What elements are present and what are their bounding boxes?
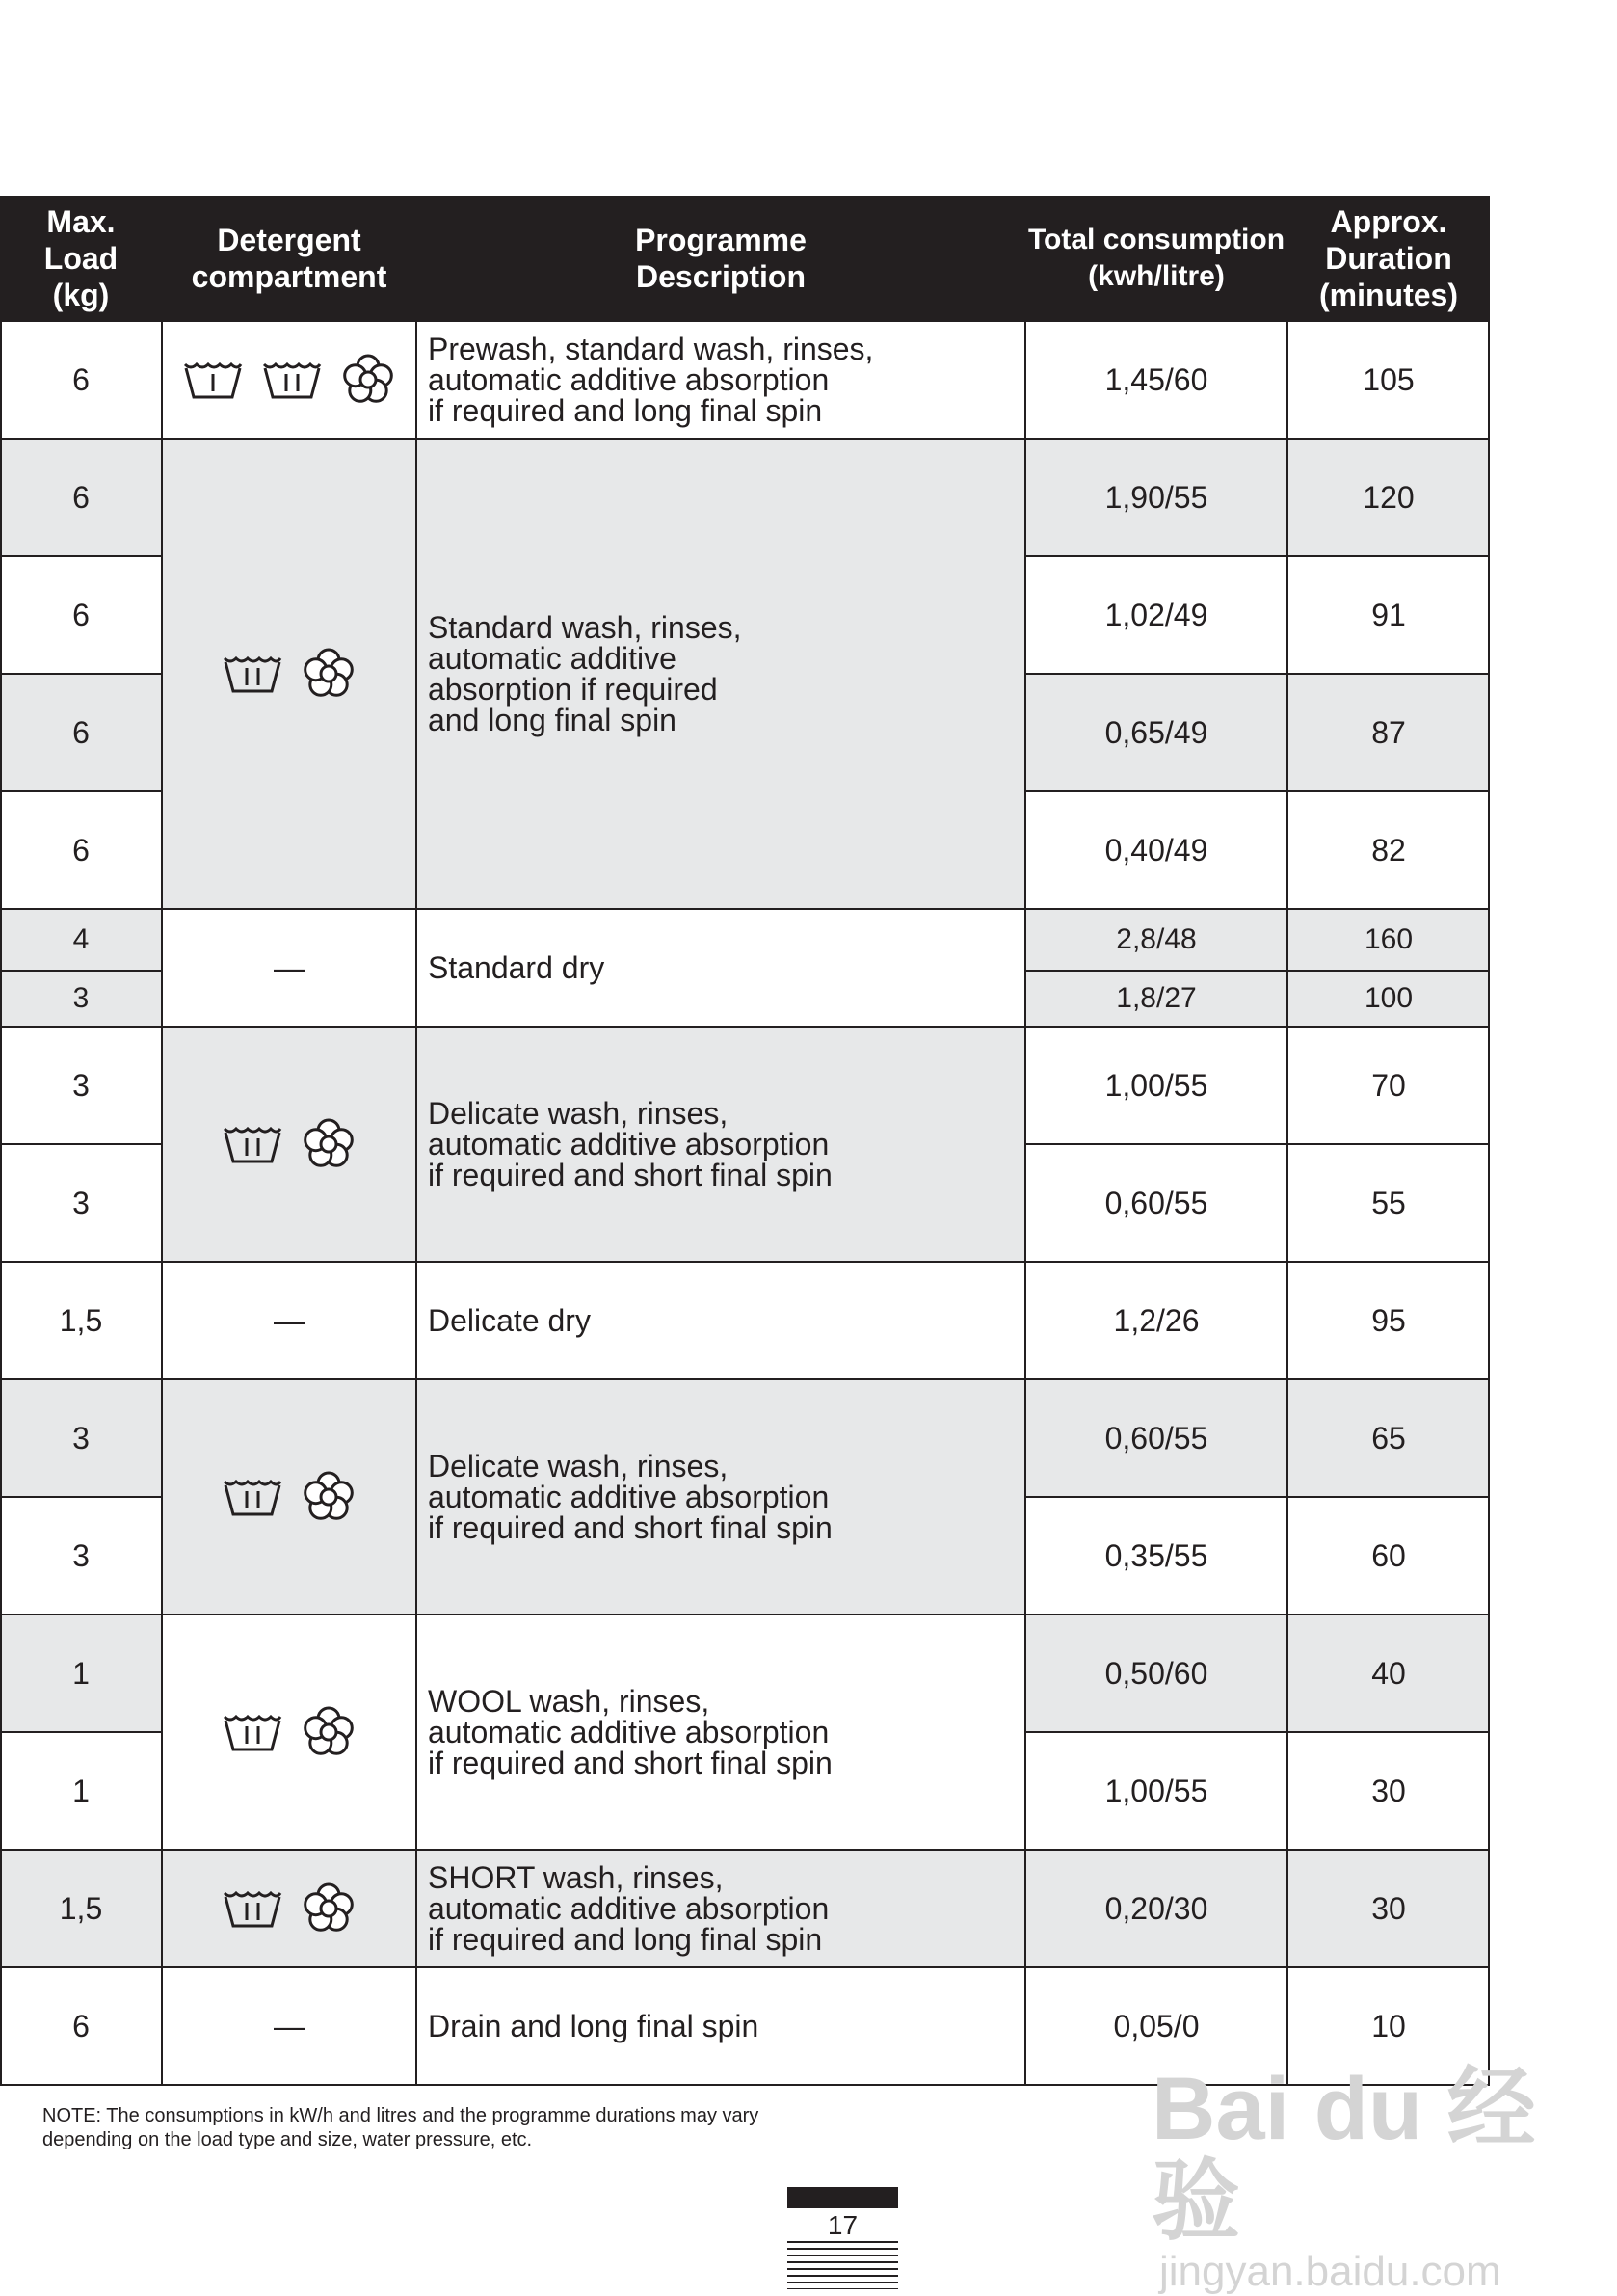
duration-cell: 105: [1287, 321, 1490, 439]
programme-description: Delicate wash, rinses, automatic additive absorption if required and short final spin: [416, 1027, 1025, 1262]
grid-line: [0, 1966, 1490, 1968]
load-cell: 6: [0, 674, 162, 791]
load-cell: 3: [0, 1144, 162, 1262]
consumption-cell: 0,60/55: [1025, 1144, 1287, 1262]
header-detergent-compartment: Detergent compartment: [162, 196, 416, 321]
grid-line: [0, 320, 1490, 322]
grid-line: [1025, 673, 1490, 675]
detergent-cell: [162, 321, 416, 439]
main-wash-tub-icon: [222, 1711, 283, 1753]
detergent-cell: [162, 439, 416, 909]
programme-description: Standard dry: [416, 909, 1025, 1027]
load-cell: 3: [0, 1379, 162, 1497]
duration-cell: 95: [1287, 1262, 1490, 1379]
consumption-cell: 1,45/60: [1025, 321, 1287, 439]
grid-line: [1025, 1143, 1490, 1145]
duration-cell: 60: [1287, 1497, 1490, 1615]
consumption-cell: 0,05/0: [1025, 1967, 1287, 2085]
softener-flower-icon: [301, 1704, 357, 1760]
consumption-cell: 1,00/55: [1025, 1732, 1287, 1850]
page-number-block: [787, 2187, 898, 2289]
duration-cell: 100: [1287, 971, 1490, 1027]
detergent-cell: —: [162, 1262, 416, 1379]
footnote: NOTE: The consumptions in kW/h and litres and the programme durations may vary depending on the load type and size, water pressure, etc.: [42, 2105, 759, 2150]
main-wash-tub-icon: [261, 359, 323, 401]
load-cell: 1,5: [0, 1262, 162, 1379]
page-number-stripes: [787, 2241, 898, 2289]
header-programme-description: Programme Description: [416, 196, 1025, 321]
load-cell: 6: [0, 791, 162, 909]
header-max-load: Max. Load (kg): [0, 196, 162, 321]
grid-line: [415, 196, 417, 2086]
grid-line: [161, 196, 163, 2086]
consumption-cell: 1,2/26: [1025, 1262, 1287, 1379]
programme-description: WOOL wash, rinses, automatic additive absorption if required and short final spin: [416, 1615, 1025, 1850]
grid-line: [1025, 1731, 1490, 1733]
grid-line: [0, 438, 1490, 440]
watermark: [1152, 2060, 1556, 2295]
load-cell: 3: [0, 1027, 162, 1144]
grid-line: [0, 555, 162, 557]
page-number-bar: [787, 2187, 898, 2208]
detergent-cell: [162, 1850, 416, 1967]
load-cell: 6: [0, 321, 162, 439]
load-cell: 6: [0, 439, 162, 556]
consumption-cell: 0,50/60: [1025, 1615, 1287, 1732]
page-number: 17: [827, 2210, 859, 2240]
softener-flower-icon: [340, 352, 396, 408]
softener-flower-icon: [301, 1881, 357, 1936]
detergent-cell: [162, 1027, 416, 1262]
duration-cell: 30: [1287, 1850, 1490, 1967]
softener-flower-icon: [301, 646, 357, 702]
grid-line: [1025, 1496, 1490, 1498]
programme-description: Prewash, standard wash, rinses, automatic additive absorption if required and long final spin: [416, 321, 1025, 439]
duration-cell: 87: [1287, 674, 1490, 791]
grid-line: [0, 1261, 1490, 1263]
watermark-logo-text: Bai du 经验: [1152, 2060, 1536, 2251]
grid-line: [0, 673, 162, 675]
load-cell: 1,5: [0, 1850, 162, 1967]
duration-cell: 30: [1287, 1732, 1490, 1850]
grid-line: [0, 196, 1490, 198]
grid-line: [0, 970, 162, 972]
watermark-url: jingyan.baidu.com: [1159, 2248, 1501, 2295]
main-wash-tub-icon: [222, 653, 283, 695]
duration-cell: 70: [1287, 1027, 1490, 1144]
programme-description: Delicate dry: [416, 1262, 1025, 1379]
programme-description: Standard wash, rinses, automatic additive absorption if required and long final spin: [416, 439, 1025, 909]
duration-cell: 120: [1287, 439, 1490, 556]
grid-line: [0, 1849, 1490, 1851]
duration-cell: 82: [1287, 791, 1490, 909]
consumption-cell: 1,02/49: [1025, 556, 1287, 674]
consumption-cell: 0,65/49: [1025, 674, 1287, 791]
load-cell: 4: [0, 909, 162, 971]
load-cell: 1: [0, 1732, 162, 1850]
grid-line: [1488, 196, 1490, 2086]
duration-cell: 55: [1287, 1144, 1490, 1262]
grid-line: [0, 1731, 162, 1733]
grid-line: [1025, 790, 1490, 792]
grid-line: [0, 1143, 162, 1145]
load-cell: 6: [0, 1967, 162, 2085]
detergent-cell: —: [162, 909, 416, 1027]
main-wash-tub-icon: [222, 1123, 283, 1165]
consumption-cell: 2,8/48: [1025, 909, 1287, 971]
grid-line: [0, 908, 1490, 910]
consumption-cell: 0,40/49: [1025, 791, 1287, 909]
consumption-cell: 1,00/55: [1025, 1027, 1287, 1144]
consumption-cell: 1,8/27: [1025, 971, 1287, 1027]
detergent-cell: —: [162, 1967, 416, 2085]
grid-line: [0, 196, 2, 2086]
softener-flower-icon: [301, 1469, 357, 1525]
grid-line: [1025, 970, 1490, 972]
grid-line: [1025, 555, 1490, 557]
programme-description: Delicate wash, rinses, automatic additive absorption if required and short final spin: [416, 1379, 1025, 1615]
grid-line: [0, 790, 162, 792]
header-duration: Approx. Duration (minutes): [1287, 196, 1490, 321]
main-wash-tub-icon: [222, 1476, 283, 1518]
grid-line: [1024, 196, 1026, 2086]
header-total-consumption: Total consumption (kwh/litre): [1025, 196, 1287, 321]
consumption-cell: 0,20/30: [1025, 1850, 1287, 1967]
consumption-cell: 0,60/55: [1025, 1379, 1287, 1497]
load-cell: 1: [0, 1615, 162, 1732]
programme-description: Drain and long final spin: [416, 1967, 1025, 2085]
grid-line: [0, 1026, 1490, 1028]
programme-table: [0, 196, 1490, 2096]
grid-line: [1286, 196, 1288, 2086]
consumption-cell: 0,35/55: [1025, 1497, 1287, 1615]
duration-cell: 40: [1287, 1615, 1490, 1732]
duration-cell: 65: [1287, 1379, 1490, 1497]
prewash-tub-icon: [182, 359, 244, 401]
grid-line: [0, 1378, 1490, 1380]
softener-flower-icon: [301, 1116, 357, 1172]
load-cell: 3: [0, 1497, 162, 1615]
duration-cell: 91: [1287, 556, 1490, 674]
grid-line: [0, 1496, 162, 1498]
detergent-cell: [162, 1379, 416, 1615]
duration-cell: 160: [1287, 909, 1490, 971]
main-wash-tub-icon: [222, 1887, 283, 1930]
load-cell: 3: [0, 971, 162, 1027]
grid-line: [0, 1614, 1490, 1615]
consumption-cell: 1,90/55: [1025, 439, 1287, 556]
load-cell: 6: [0, 556, 162, 674]
detergent-cell: [162, 1615, 416, 1850]
programme-description: SHORT wash, rinses, automatic additive absorption if required and long final spin: [416, 1850, 1025, 1967]
duration-cell: 10: [1287, 1967, 1490, 2085]
